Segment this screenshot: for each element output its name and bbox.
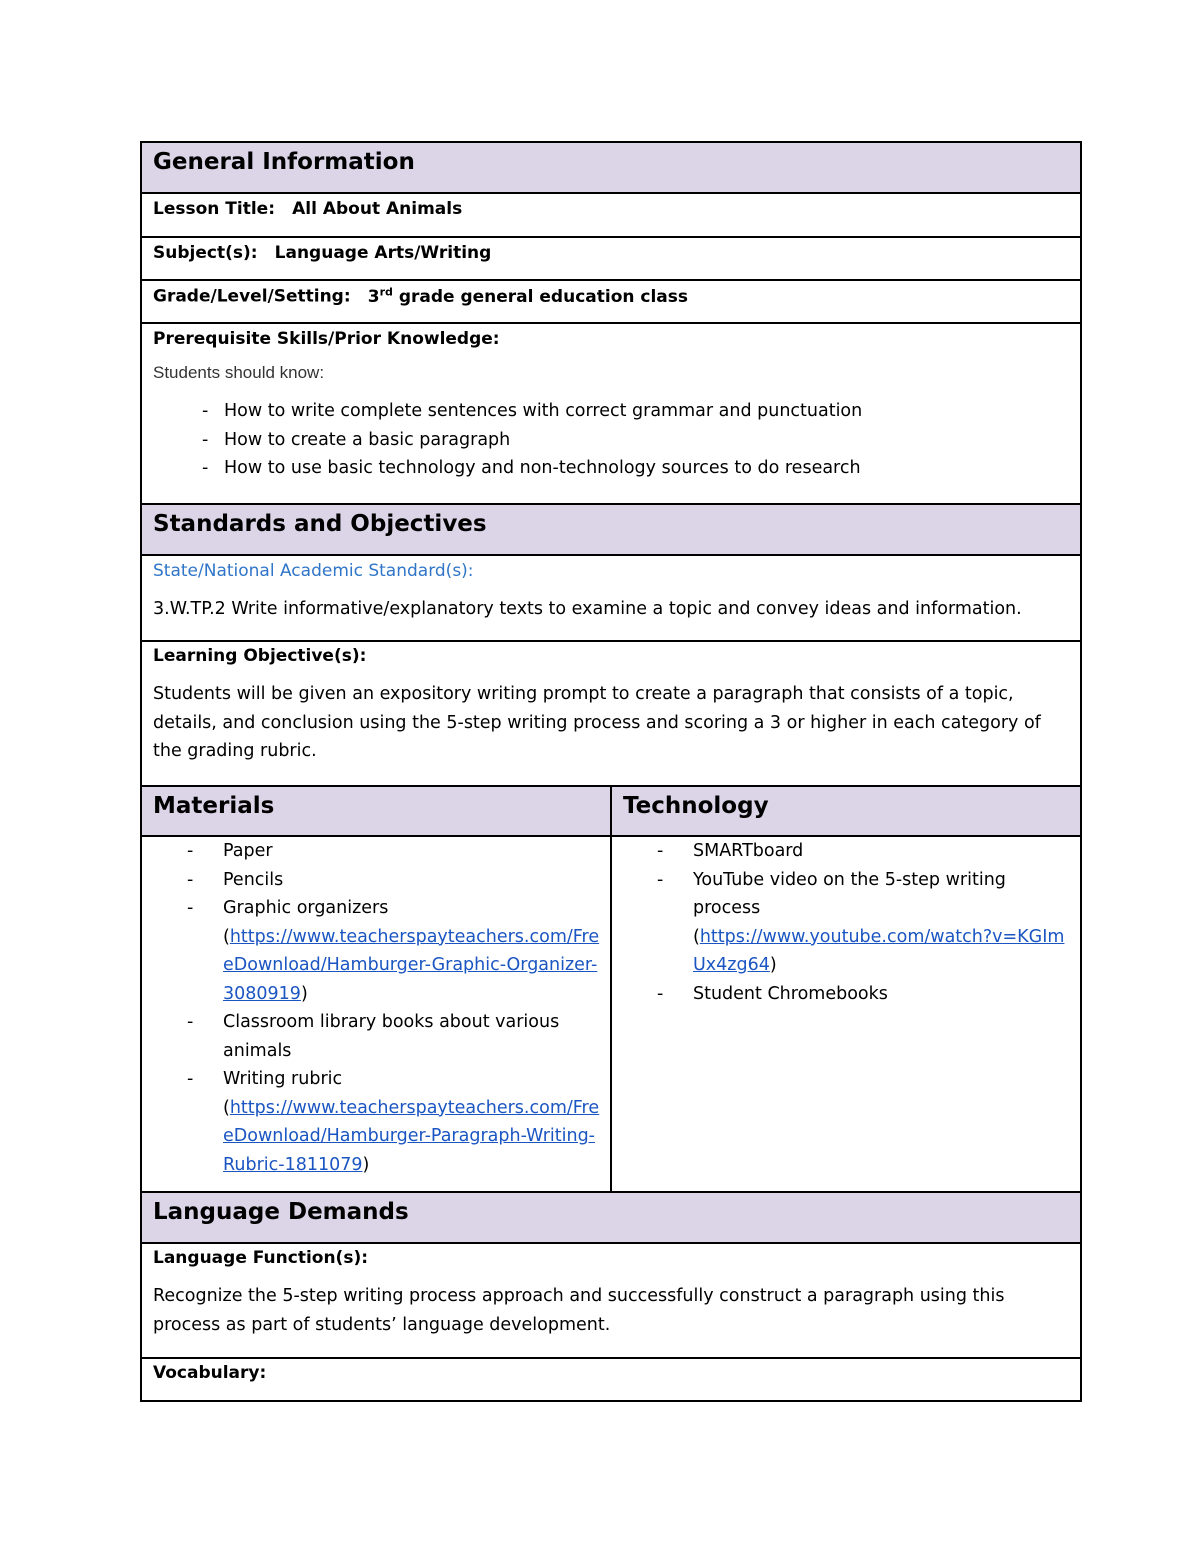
vocabulary-label: Vocabulary:	[153, 1363, 267, 1383]
grade-value	[368, 287, 688, 307]
list-item: - Pencils	[187, 869, 284, 890]
language-function-text: Recognize the 5-step writing process approach and successfully construct a paragraph using this process as part of students’ language development.	[153, 1286, 1005, 1335]
subject-row	[141, 237, 1081, 280]
technology-header	[611, 786, 1081, 836]
grade-label: Grade/Level/Setting:	[153, 286, 351, 307]
prereq-label: Prerequisite Skills/Prior Knowledge:	[153, 329, 500, 349]
list-item: - How to write complete sentences with correct grammar and punctuation	[202, 401, 863, 421]
lesson-plan-table	[140, 141, 1082, 1402]
language-header	[141, 1192, 1081, 1243]
list-item: - Classroom library books about various animals	[187, 1012, 560, 1061]
materials-cell	[141, 836, 611, 1192]
section-title: Standards and Objectives	[153, 511, 487, 537]
list-item: - How to use basic technology and non-technology sources to do research	[202, 458, 861, 478]
standard-row	[141, 555, 1081, 641]
standard-label: State/National Academic Standard(s):	[153, 561, 474, 581]
language-function-row	[141, 1243, 1081, 1358]
grade-row	[141, 280, 1081, 323]
materials-header	[141, 786, 611, 836]
lesson-title-label: Lesson Title:	[153, 199, 276, 219]
vocabulary-row	[141, 1358, 1081, 1401]
language-function-label: Language Function(s):	[153, 1248, 369, 1268]
lesson-title-row	[141, 193, 1081, 237]
objective-row	[141, 641, 1081, 786]
grade-superscript: rd	[379, 285, 393, 298]
list-item: - Graphic organizers (https://www.teacherspayteachers.com/FreeDownload/Hamburger-Graphic-Organizer-3080919)	[187, 898, 600, 1004]
grade-number: 3	[367, 286, 380, 307]
materials-list	[142, 837, 610, 1179]
subject-label: Subject(s):	[153, 243, 258, 263]
general-info-header	[141, 142, 1081, 193]
youtube-video-link[interactable]: https://www.youtube.com/watch?v=KGImUx4zg64	[693, 926, 1065, 975]
list-item: - Paper	[187, 841, 273, 861]
prereq-row	[141, 323, 1081, 504]
list-item: - Student Chromebooks	[657, 983, 888, 1004]
section-title: Language Demands	[153, 1199, 409, 1225]
standards-header	[141, 504, 1081, 555]
prereq-intro: Students should know:	[153, 363, 325, 382]
objective-label: Learning Objective(s):	[153, 646, 367, 666]
section-title: Technology	[623, 793, 769, 819]
standard-text: 3.W.TP.2 Write informative/explanatory texts to examine a topic and convey ideas and information.	[153, 599, 1022, 619]
objective-text: Students will be given an expository writing prompt to create a paragraph that consists of a topic, details, and conclusion using the 5-step writing process and scoring a 3 or higher in each category of the grading rubric.	[153, 684, 1041, 761]
list-item: - SMARTboard	[657, 841, 804, 861]
lesson-title-value: All About Animals	[292, 199, 463, 219]
grade-rest: grade general education class	[398, 286, 689, 307]
list-item: - YouTube video on the 5-step writing process (https://www.youtube.com/watch?v=KGImUx4zg64)	[657, 869, 1065, 975]
list-item: - Writing rubric (https://www.teacherspayteachers.com/FreeDownload/Hamburger-Paragraph-Writing-Rubric-1811079)	[187, 1069, 600, 1175]
writing-rubric-link[interactable]: https://www.teacherspayteachers.com/FreeDownload/Hamburger-Paragraph-Writing-Rubric-1811079	[223, 1097, 600, 1175]
list-item: - How to create a basic paragraph	[202, 429, 511, 450]
section-title: General Information	[153, 149, 415, 175]
subject-value: Language Arts/Writing	[274, 243, 492, 263]
graphic-organizer-link[interactable]: https://www.teacherspayteachers.com/FreeDownload/Hamburger-Graphic-Organizer-3080919	[223, 926, 600, 1004]
technology-cell	[611, 836, 1081, 1192]
section-title: Materials	[153, 793, 275, 819]
prereq-list	[142, 397, 1080, 483]
technology-list	[612, 837, 1080, 1008]
